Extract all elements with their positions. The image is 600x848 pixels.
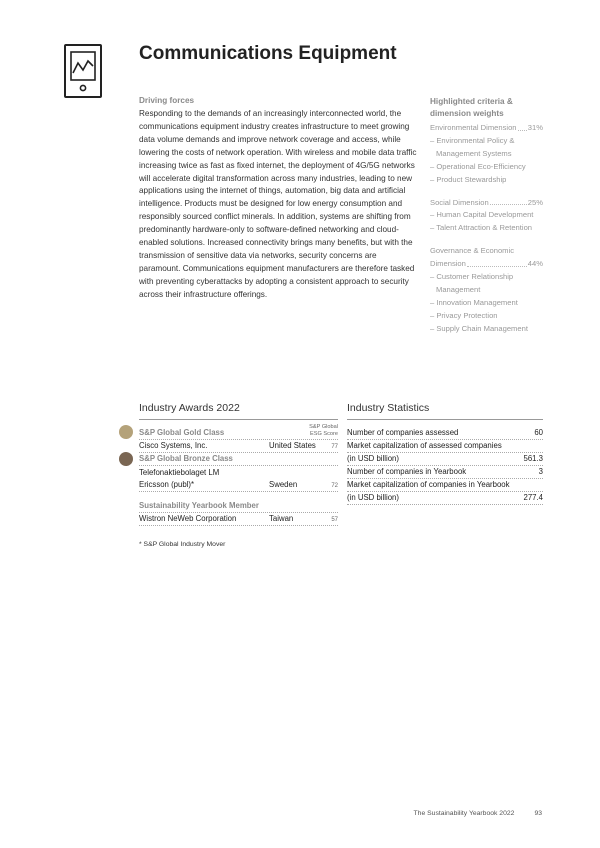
company-country: Sweden [269,480,298,489]
table-row [139,466,338,479]
stat-row [347,479,543,492]
criteria-item: – Customer Relationship Management [430,272,514,294]
company-score: 77 [331,444,338,450]
company-score: 57 [331,517,338,523]
driving-forces-body: Responding to the demands of an increasingly interconnected world, the communications equipment industry creates infrastructure to meet growing data volume demands and improve network coverage and access, while lowering the costs of network operation. With wireless and mobile data traffic increasing twice as fast as fixed internet, the deployment of 4G/5G networks will accelerate digital transformation across many industries, leading to new applications using the internet of things, automation, big data and artificial intelligence. Products must be designed for low energy consumption and responsibly sourced conflict minerals. In addition, systems are shifting from predominantly hardware-only to software-defined networking and cloud-enabled solutions. Increased connectivity brings many benefits, but with the transmission of sensitive data via networks, security concerns are paramount. Communications equipment manufacturers are therefore tasked with preventing cyberattacks by adopting a consistent approach to security across their infrastructure offerings. [139,109,417,299]
governance-weight: 44% [527,259,543,269]
social-dimension [430,197,543,210]
criteria-item: – Human Capital Development [430,210,534,220]
bronze-class-header-row [139,453,338,466]
criteria-item: – Talent Attraction & Retention [430,223,533,233]
stat-value: 561.3 [523,454,543,463]
criteria-heading: Highlighted criteria & dimension weights [430,97,513,118]
driving-forces-section [139,96,419,302]
leader-dots [490,197,527,206]
company-name-cont: Ericsson (publ)* [139,480,195,489]
publication-name: The Sustainability Yearbook 2022 [413,810,515,817]
criteria-item: – Product Stewardship [430,174,507,184]
social-group [430,197,543,236]
esg-score-header-line1: S&P Global [309,424,338,430]
table-row [139,479,338,492]
stat-label: Number of companies assessed [347,428,459,437]
environmental-label: Environmental Dimension [430,123,517,132]
leader-dots [467,258,527,267]
bronze-class-label: S&P Global Bronze Class [139,454,233,463]
industry-statistics-section [347,402,543,505]
environmental-weight: 31% [527,123,543,132]
environmental-dimension [430,122,543,135]
table-row [139,440,338,453]
criteria-item: – Privacy Protection [430,310,498,320]
criteria-section [430,96,543,346]
stat-value: 277.4 [523,493,543,502]
stat-row [347,466,543,479]
bronze-class-dot [119,452,133,466]
stat-label: Market capitalization of companies in Yearbook [347,480,510,489]
stat-value: 60 [534,428,543,437]
industry-awards-title: Industry Awards 2022 [139,402,338,420]
governance-dimension [430,258,543,271]
criteria-item: – Operational Eco-Efficiency [430,161,526,171]
driving-forces-heading: Driving forces [139,96,195,105]
esg-score-header [269,424,338,439]
industry-statistics-title: Industry Statistics [347,402,543,420]
industry-awards-section [139,402,338,526]
company-score: 72 [331,483,338,489]
gold-class-dot [119,425,133,439]
company-name: Telefonaktiebolaget LM [139,468,220,477]
social-label: Social Dimension [430,197,489,207]
company-name: Cisco Systems, Inc. [139,441,208,450]
spacer [139,492,338,500]
company-country: Taiwan [269,514,294,523]
criteria-item: – Environmental Policy & Management Systems [430,135,515,158]
table-row [139,513,338,526]
stat-row [347,453,543,466]
governance-label-line1: Governance & Economic [430,246,514,256]
company-name: Wistron NeWeb Corporation [139,514,237,523]
member-label: Sustainability Yearbook Member [139,501,259,510]
social-weight: 25% [527,197,543,207]
leader-dots [518,122,527,131]
stat-label: Market capitalization of assessed companies [347,441,502,450]
stat-row [347,440,543,453]
gold-class-label: S&P Global Gold Class [139,428,225,437]
company-country: United States [269,441,316,450]
footnote: * S&P Global Industry Mover [139,541,226,548]
esg-score-header-line2: ESG Score [310,430,338,437]
stat-label: (in USD billion) [347,493,399,502]
gold-class-header-row [139,420,338,440]
stat-value: 3 [538,467,543,476]
stat-label: Number of companies in Yearbook [347,467,467,476]
governance-label-line2: Dimension [430,259,466,269]
governance-group [430,245,543,335]
stat-row [347,420,543,440]
page-footer [414,810,542,817]
environmental-group [430,122,543,187]
member-header-row [139,500,338,513]
criteria-item: – Innovation Management [430,297,518,307]
criteria-item: – Supply Chain Management [430,323,528,333]
mobile-phone-chart-icon [64,44,102,98]
stat-label: (in USD billion) [347,454,399,463]
page-number: 93 [534,810,542,817]
page-title: Communications Equipment [139,43,397,64]
stat-row [347,492,543,505]
